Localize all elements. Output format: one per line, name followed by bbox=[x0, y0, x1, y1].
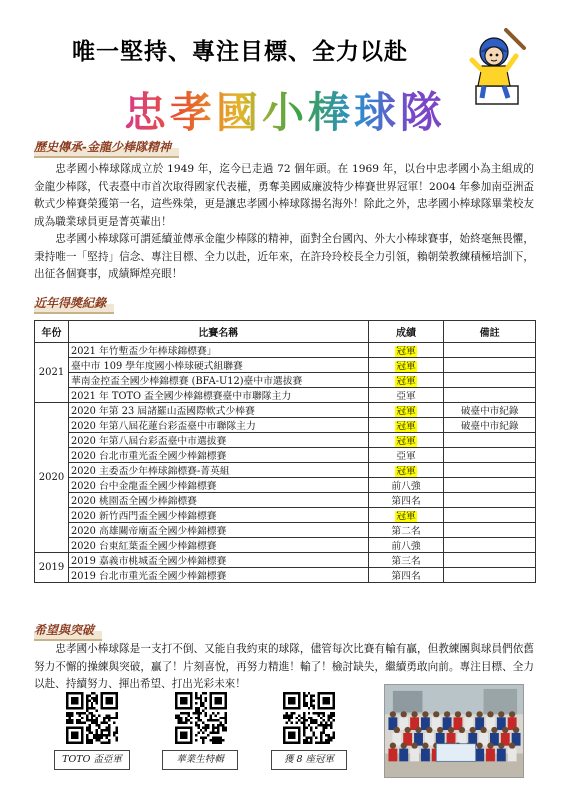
award-row bbox=[35, 448, 536, 463]
award-event: 2020 主委盃少年棒球錦標賽-菁英組 bbox=[68, 463, 368, 478]
award-note bbox=[444, 493, 536, 508]
header-note: 備註 bbox=[444, 321, 536, 343]
award-row bbox=[35, 403, 536, 418]
qr-caption-championships: 獲 8 座冠軍 bbox=[271, 750, 347, 770]
award-note bbox=[444, 478, 536, 493]
award-year: 2021 bbox=[35, 343, 69, 403]
award-note: 破臺中市紀錄 bbox=[444, 403, 536, 418]
award-note bbox=[444, 523, 536, 538]
award-row bbox=[35, 493, 536, 508]
award-row bbox=[35, 553, 536, 568]
award-note bbox=[444, 373, 536, 388]
award-note: 破臺中市紀錄 bbox=[444, 418, 536, 433]
award-event: 2020 高雄關帝廟盃全國少棒錦標賽 bbox=[68, 523, 368, 538]
award-result: 亞軍 bbox=[396, 391, 416, 402]
award-event: 2020 台中金龍盃全國少棒錦標賽 bbox=[68, 478, 368, 493]
award-result-cell bbox=[368, 538, 444, 553]
award-event: 2019 嘉義市桃城盃全國少棒錦標賽 bbox=[68, 553, 368, 568]
award-result: 冠軍 bbox=[396, 421, 416, 432]
award-result-cell bbox=[368, 403, 444, 418]
award-event: 華南金控盃全國少棒錦標賽 (BFA-U12)臺中市選拔賽 bbox=[68, 373, 368, 388]
award-result-cell bbox=[368, 568, 444, 583]
header-result: 成績 bbox=[368, 321, 444, 343]
award-note bbox=[444, 508, 536, 523]
award-result-cell bbox=[368, 508, 444, 523]
award-result-cell bbox=[368, 478, 444, 493]
award-row bbox=[35, 373, 536, 388]
award-year: 2020 bbox=[35, 403, 69, 553]
award-event: 2021 年竹塹盃少年棒球錦標賽」 bbox=[68, 343, 368, 358]
award-event: 2020 新竹西門盃全國少棒錦標賽 bbox=[68, 508, 368, 523]
award-result: 第二名 bbox=[391, 526, 421, 537]
history-paragraph-1: 忠孝國小棒球隊成立於 1949 年，迄今已走過 72 個年頭。在 1969 年，以台中忠孝國小為主組成的金龍少棒隊，代表臺中市首次取得國家代表權，勇奪美國威廉波特少棒賽世界冠軍！2004 年參加南亞洲盃軟式少棒賽榮獲第一名，這些殊榮，更是讓忠孝國小棒球隊揚名海外！除此之外，忠孝國小棒球隊畢業校友成為職業球員更是菁英輩出！ bbox=[34, 163, 534, 228]
award-note bbox=[444, 538, 536, 553]
award-result-cell bbox=[368, 448, 444, 463]
history-text bbox=[34, 161, 534, 284]
award-event: 2020 桃園盃全國少棒錦標賽 bbox=[68, 493, 368, 508]
award-note bbox=[444, 388, 536, 403]
qr-code-icon[interactable] bbox=[66, 692, 118, 744]
award-result: 第四名 bbox=[391, 496, 421, 507]
hope-heading: 希望與突破 bbox=[34, 621, 102, 641]
award-note bbox=[444, 433, 536, 448]
award-result-cell bbox=[368, 493, 444, 508]
award-result-cell bbox=[368, 373, 444, 388]
award-row bbox=[35, 343, 536, 358]
header-year: 年份 bbox=[35, 321, 69, 343]
baseball-mascot-logo bbox=[466, 26, 528, 108]
award-result: 前八強 bbox=[391, 541, 421, 552]
award-row bbox=[35, 358, 536, 373]
award-row bbox=[35, 418, 536, 433]
history-paragraph-2: 忠孝國小棒球隊可謂延續並傳承金龍少棒隊的精神，面對全台國內、外大小棒球賽事，始終毫無畏懼，秉持唯一「堅持」信念、專注目標、全力以赴，近年來，在許玲玲校長全力引領，賴朝榮教練積極培訓下，出征各個賽事，成績輝煌亮眼！ bbox=[34, 233, 534, 280]
award-result-cell bbox=[368, 523, 444, 538]
award-result: 亞軍 bbox=[396, 451, 416, 462]
qr-caption-toto: TOTO 盃亞軍 bbox=[54, 750, 130, 770]
award-result: 冠軍 bbox=[396, 436, 416, 447]
award-result-cell bbox=[368, 433, 444, 448]
award-note bbox=[444, 553, 536, 568]
award-row bbox=[35, 508, 536, 523]
award-event: 2021 年 TOTO 盃全國少棒錦標賽臺中市聯隊主力 bbox=[68, 388, 368, 403]
qr-code-icon[interactable] bbox=[175, 692, 227, 744]
awards-table bbox=[34, 320, 536, 583]
award-row bbox=[35, 568, 536, 583]
award-row bbox=[35, 388, 536, 403]
award-result: 第四名 bbox=[391, 571, 421, 582]
award-row bbox=[35, 433, 536, 448]
history-heading: 歷史傳承-金龍少棒隊精神 bbox=[34, 138, 179, 158]
award-note bbox=[444, 463, 536, 478]
awards-body bbox=[35, 343, 536, 583]
award-result-cell bbox=[368, 343, 444, 358]
award-result: 前八強 bbox=[391, 481, 421, 492]
award-result: 冠軍 bbox=[396, 346, 416, 357]
award-row bbox=[35, 463, 536, 478]
team-photo bbox=[384, 684, 524, 778]
award-result-cell bbox=[368, 358, 444, 373]
award-result-cell bbox=[368, 553, 444, 568]
award-event: 2020 台北市重光盃全國少棒錦標賽 bbox=[68, 448, 368, 463]
award-event: 2020 年第八屆花蓮台彩盃臺中市聯隊主力 bbox=[68, 418, 368, 433]
award-result-cell bbox=[368, 388, 444, 403]
qr-caption-graduates: 華業生特輯 bbox=[162, 750, 238, 770]
award-event: 2020 年第 23 屆諸羅山盃國際軟式少棒賽 bbox=[68, 403, 368, 418]
award-result: 第三名 bbox=[391, 556, 421, 567]
awards-heading: 近年得獎紀錄 bbox=[34, 294, 114, 314]
award-result: 冠軍 bbox=[396, 511, 416, 522]
award-row bbox=[35, 478, 536, 493]
qr-code-icon[interactable] bbox=[283, 692, 335, 744]
award-event: 2020 台東紅葉盃全國少棒錦標賽 bbox=[68, 538, 368, 553]
award-note bbox=[444, 568, 536, 583]
award-result-cell bbox=[368, 463, 444, 478]
slogan: 唯一堅持、專注目標、全力以赴 bbox=[72, 39, 408, 65]
award-row bbox=[35, 538, 536, 553]
award-result: 冠軍 bbox=[396, 376, 416, 387]
award-result: 冠軍 bbox=[396, 361, 416, 372]
awards-header-row bbox=[35, 321, 536, 343]
award-result: 冠軍 bbox=[396, 406, 416, 417]
award-note bbox=[444, 358, 536, 373]
award-result: 冠軍 bbox=[396, 466, 416, 477]
hope-paragraph: 忠孝國小棒球隊是一支打不倒、又能自我約束的球隊，儘管每次比賽有輸有贏，但教練團與球員們依舊努力不懈的操練與突破，贏了！片刻喜悅，再努力精進！輸了！檢討缺失，繼續勇敢向前。專注目標、全力以赴、持續努力、揮出希望、打出光彩未來！ bbox=[34, 643, 534, 690]
award-note bbox=[444, 448, 536, 463]
award-event: 2019 台北市重光盃全國少棒錦標賽 bbox=[68, 568, 368, 583]
award-note bbox=[444, 343, 536, 358]
team-title: 忠孝國小棒球隊 bbox=[124, 80, 446, 140]
award-row bbox=[35, 523, 536, 538]
header-event: 比賽名稱 bbox=[68, 321, 368, 343]
award-result-cell bbox=[368, 418, 444, 433]
award-event: 臺中市 109 學年度國小棒球硬式組聯賽 bbox=[68, 358, 368, 373]
award-event: 2020 年第八屆台彩盃臺中市選拔賽 bbox=[68, 433, 368, 448]
award-year: 2019 bbox=[35, 553, 69, 583]
